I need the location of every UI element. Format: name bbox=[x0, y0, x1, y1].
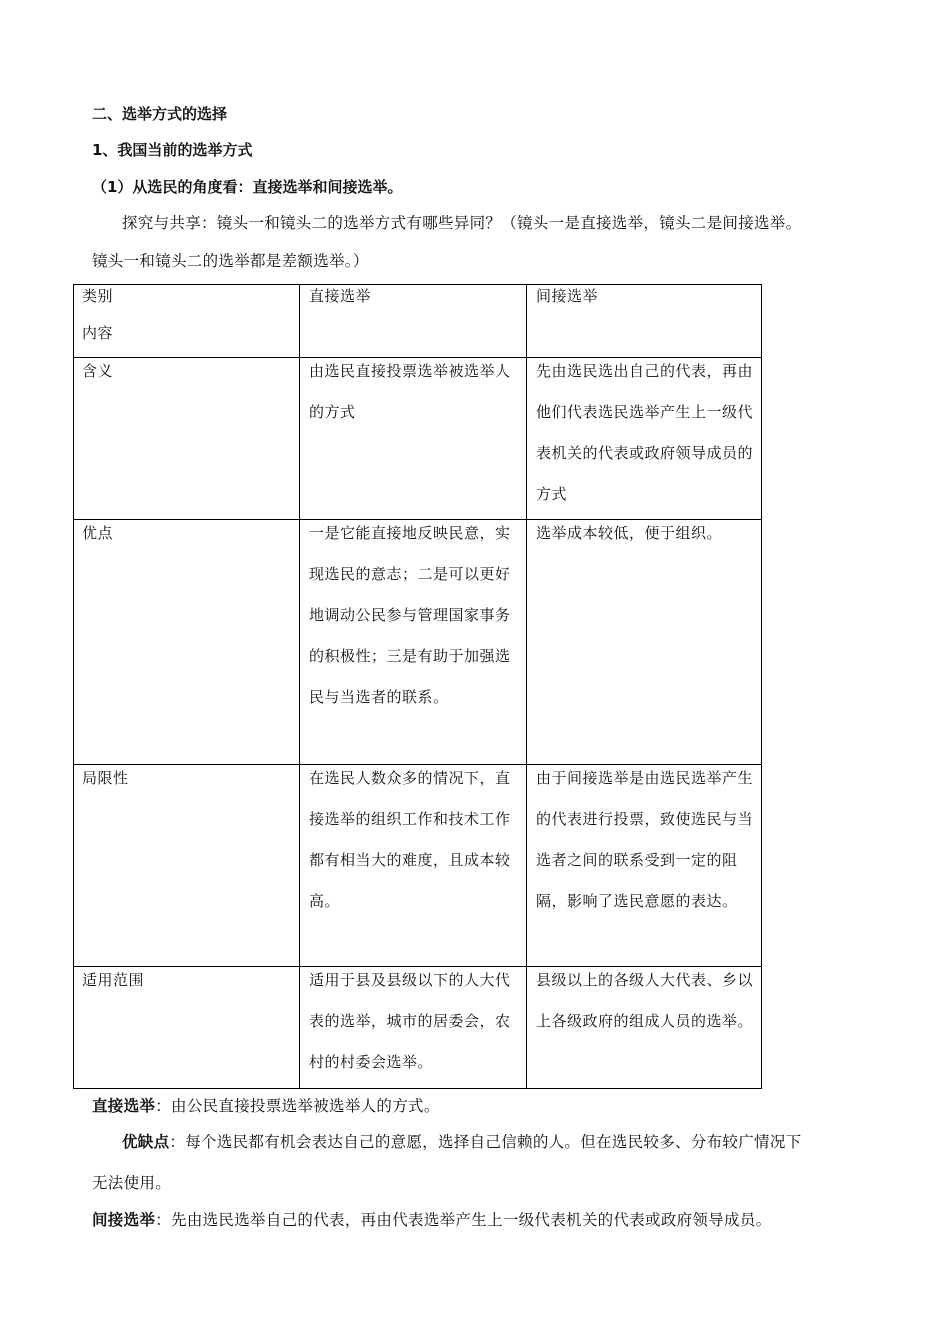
cell-direct-scope: 适用于县及县级以下的人大代表的选举，城市的居委会，农村的村委会选举。 bbox=[309, 971, 511, 1071]
item-heading: （1）从选民的角度看：直接选举和间接选举。 bbox=[92, 178, 403, 196]
row-label-scope: 适用范围 bbox=[82, 971, 145, 989]
row-label-meaning: 含义 bbox=[82, 362, 114, 380]
cell-indirect-meaning: 先由选民选出自己的代表，再由他们代表选民选举产生上一级代表机关的代表或政府领导成员的方式 bbox=[536, 362, 754, 503]
pros-cons-text: 每个选民都有机会表达自己的意愿，选择自己信赖的人。但在选民较多、分布较广情况下 bbox=[185, 1133, 802, 1151]
pros-cons-line-2: 无法使用。 bbox=[92, 1174, 172, 1192]
pros-cons-line-1 bbox=[122, 1130, 801, 1152]
intro-line-2: 镜头一和镜头二的选举都是差额选举。） bbox=[92, 252, 369, 270]
section-heading: 二、选举方式的选择 bbox=[92, 105, 228, 123]
header-category: 类别 bbox=[82, 287, 114, 305]
direct-election-term: 直接选举 bbox=[92, 1097, 156, 1115]
direct-election-sep: ： bbox=[155, 1097, 172, 1115]
cell-indirect-limitations: 由于间接选举是由选民选举产生的代表进行投票，致使选民与当选者之间的联系受到一定的阻隔，影响了选民意愿的表达。 bbox=[536, 769, 754, 910]
direct-election-definition bbox=[92, 1094, 440, 1116]
pros-cons-term: 优缺点 bbox=[122, 1133, 170, 1151]
indirect-election-sep: ： bbox=[155, 1211, 172, 1229]
cell-direct-advantages: 一是它能直接地反映民意，实现选民的意志；二是可以更好地调动公民参与管理国家事务的积极性；三是有助于加强选民与当选者的联系。 bbox=[309, 524, 511, 706]
pros-cons-sep: ： bbox=[169, 1133, 186, 1151]
indirect-election-definition bbox=[92, 1208, 771, 1230]
cell-indirect-advantages: 选举成本较低，便于组织。 bbox=[536, 524, 723, 542]
header-content: 内容 bbox=[82, 324, 114, 342]
intro-line-1: 探究与共享：镜头一和镜头二的选举方式有哪些异同？（镜头一是直接选举，镜头二是间接选举。 bbox=[122, 214, 802, 232]
subsection-heading: 1、我国当前的选举方式 bbox=[92, 141, 253, 159]
table-header-corner bbox=[82, 278, 292, 352]
header-indirect: 间接选举 bbox=[536, 287, 599, 305]
indirect-election-text: 先由选民选举自己的代表，再由代表选举产生上一级代表机关的代表或政府领导成员。 bbox=[171, 1211, 772, 1229]
row-label-advantages: 优点 bbox=[82, 524, 114, 542]
header-direct: 直接选举 bbox=[309, 287, 372, 305]
cell-indirect-scope: 县级以上的各级人大代表、乡以上各级政府的组成人员的选举。 bbox=[536, 971, 754, 1030]
cell-direct-limitations: 在选民人数众多的情况下，直接选举的组织工作和技术工作都有相当大的难度，且成本较高。 bbox=[309, 769, 511, 910]
row-label-limitations: 局限性 bbox=[82, 769, 129, 787]
cell-direct-meaning: 由选民直接投票选举被选举人的方式 bbox=[309, 362, 511, 421]
indirect-election-term: 间接选举 bbox=[92, 1211, 156, 1229]
direct-election-text: 由公民直接投票选举被选举人的方式。 bbox=[171, 1097, 440, 1115]
